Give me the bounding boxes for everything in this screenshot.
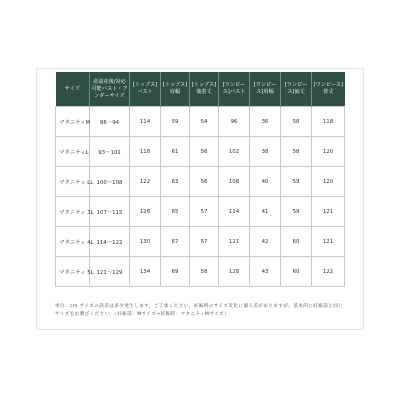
header-dress-sleeve: [ワンピース]袖丈 [281, 72, 312, 107]
value-cell: 36 [250, 107, 281, 137]
value-cell: 114 [219, 197, 250, 227]
value-cell: 65 [161, 197, 190, 227]
value-cell: 126 [130, 197, 161, 227]
value-cell: 61 [161, 137, 190, 167]
value-cell: 108 [219, 167, 250, 197]
value-cell: 56 [190, 137, 219, 167]
value-cell: 118 [312, 107, 345, 137]
value-cell: 59 [281, 197, 312, 227]
value-cell: 114 [130, 107, 161, 137]
value-cell: 121 [312, 227, 345, 257]
header-dress-bust: [ワンピース]バスト [219, 72, 250, 107]
value-cell: 120 [312, 137, 345, 167]
size-name: マタニティL [56, 137, 90, 167]
range-cell: 86〜94 [90, 107, 130, 137]
value-cell: 58 [281, 107, 312, 137]
header-tops-bust: [トップス]バスト [130, 72, 161, 107]
value-cell: 120 [312, 167, 345, 197]
value-cell: 102 [219, 137, 250, 167]
value-cell: 42 [250, 227, 281, 257]
header-size: サイズ [56, 72, 90, 107]
table-row [56, 167, 345, 197]
value-cell: 122 [130, 167, 161, 197]
value-cell: 59 [281, 167, 312, 197]
value-cell: 57 [190, 197, 219, 227]
header-tops-shoulder: [トップス]肩幅 [161, 72, 190, 107]
value-cell: 41 [250, 197, 281, 227]
header-row [56, 72, 345, 107]
value-cell: 57 [190, 227, 219, 257]
value-cell: 130 [130, 227, 161, 257]
value-cell: 59 [161, 107, 190, 137]
range-cell: 107〜115 [90, 197, 130, 227]
value-cell: 134 [130, 257, 161, 287]
header-tops-length: [トップス]後着丈 [190, 72, 219, 107]
range-cell: 121〜129 [90, 257, 130, 287]
table-row [56, 137, 345, 167]
value-cell: 69 [161, 257, 190, 287]
size-name: マタニティ LL [56, 167, 90, 197]
value-cell: 43 [250, 257, 281, 287]
range-cell: 114〜122 [90, 227, 130, 257]
value-cell: 54 [190, 107, 219, 137]
value-cell: 121 [219, 227, 250, 257]
value-cell: 56 [190, 167, 219, 197]
value-cell: 128 [219, 257, 250, 287]
value-cell: 67 [161, 227, 190, 257]
value-cell: 58 [281, 137, 312, 167]
value-cell: 60 [281, 257, 312, 287]
value-cell: 121 [312, 197, 345, 227]
size-name: マタニティM [56, 107, 90, 137]
size-name: マタニティ 5L [56, 257, 90, 287]
range-cell: 93〜101 [90, 137, 130, 167]
size-note: 単位：cm サイズの誤差は多少発生します。ご了承ください。妊娠時のサイズ変化に個人差がありますが、基本的に妊娠前と同じサイズをお選びください。（妊娠前：Mサイズ→妊娠時：マタニティMサイズ） [55, 304, 344, 317]
size-name: マタニティ 3L [56, 197, 90, 227]
value-cell: 38 [250, 137, 281, 167]
value-cell: 60 [281, 227, 312, 257]
value-cell: 96 [219, 107, 250, 137]
value-cell: 118 [130, 137, 161, 167]
header-dress-length: [ワンピース]着丈 [312, 72, 345, 107]
value-cell: 40 [250, 167, 281, 197]
table-row [56, 197, 345, 227]
header-range: 産前産後/対応可能バスト・アンダーサイズ [90, 72, 130, 107]
header-dress-shoulder: [ワンピース]肩幅 [250, 72, 281, 107]
value-cell: 58 [190, 257, 219, 287]
value-cell: 122 [312, 257, 345, 287]
value-cell: 63 [161, 167, 190, 197]
table-row [56, 257, 345, 287]
range-cell: 100〜108 [90, 167, 130, 197]
size-chart-table [55, 72, 345, 287]
table-row [56, 107, 345, 137]
table-row [56, 227, 345, 257]
size-name: マタニティ 4L [56, 227, 90, 257]
